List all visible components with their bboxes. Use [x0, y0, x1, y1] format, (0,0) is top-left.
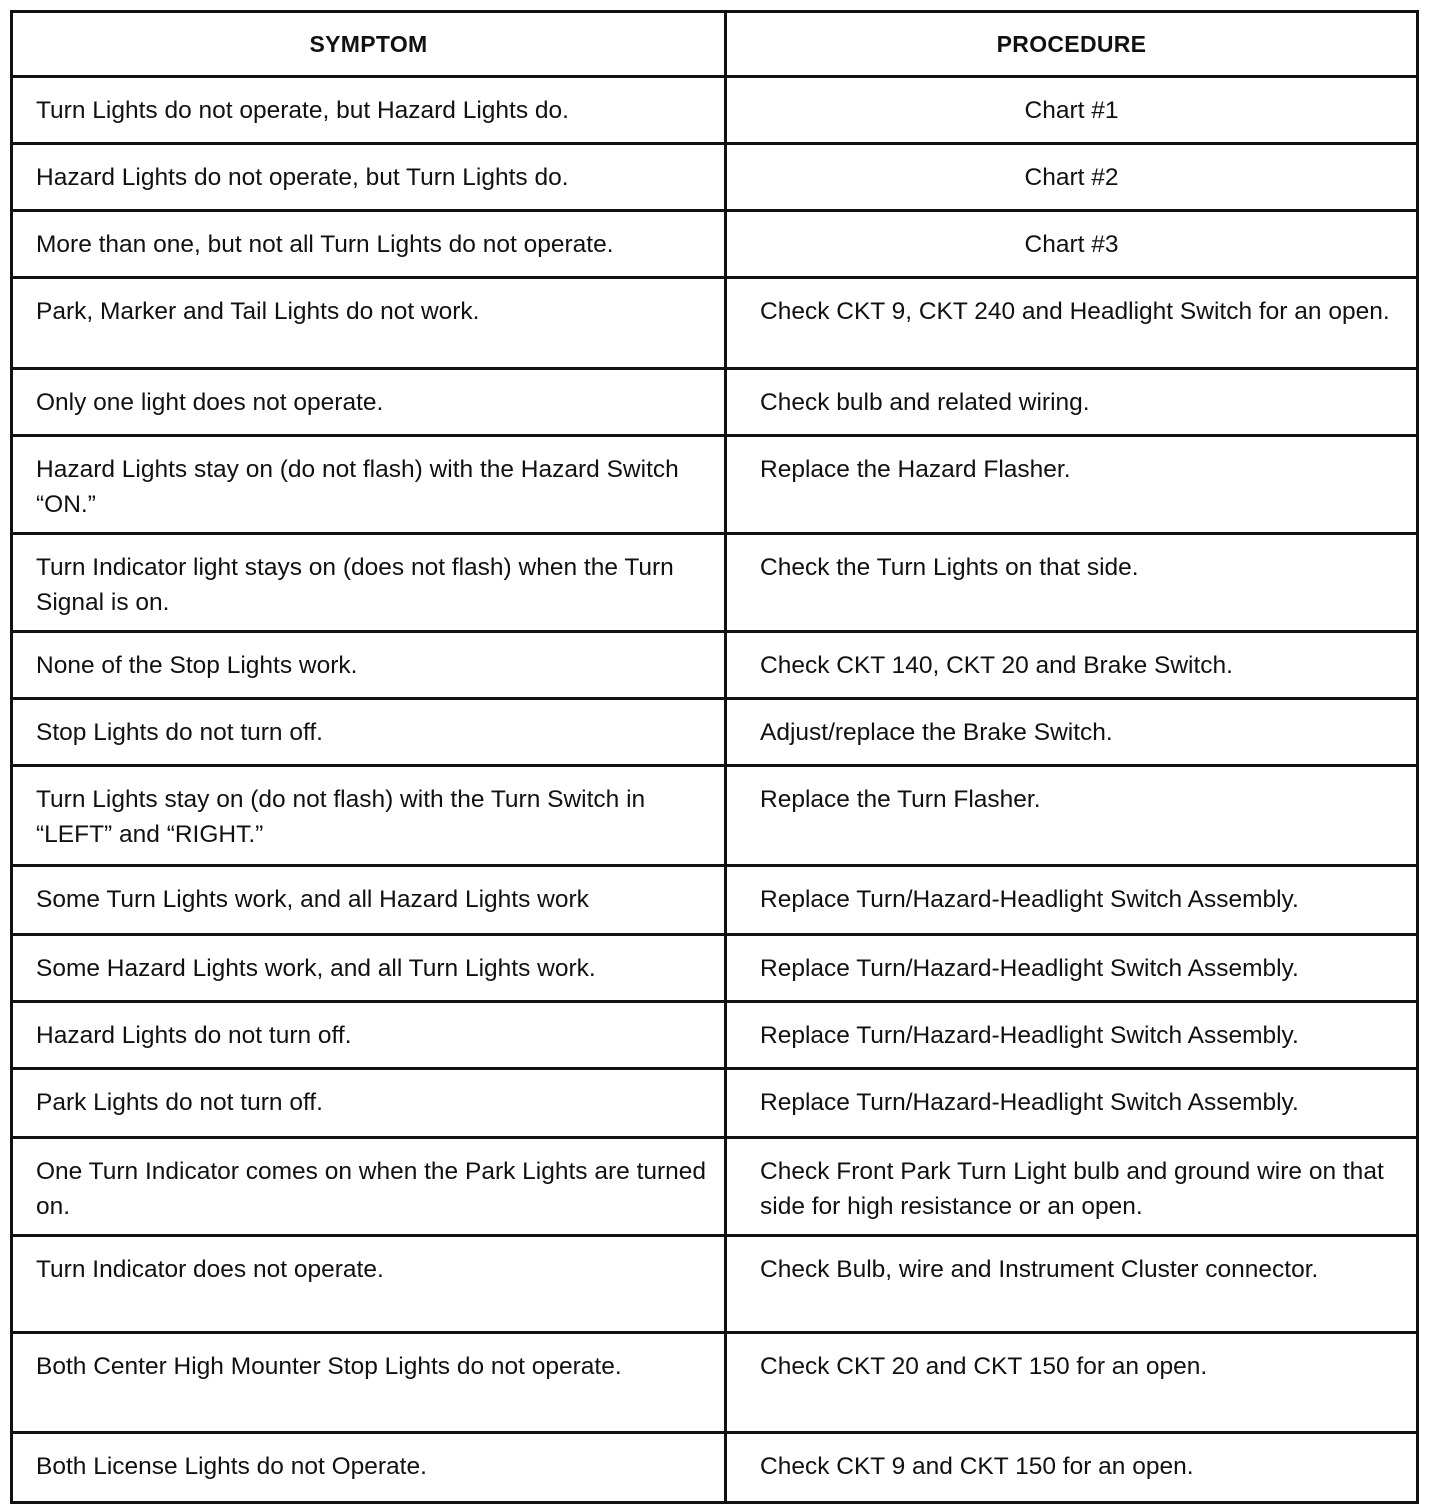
table-row — [12, 1236, 1418, 1333]
table-row — [12, 369, 1418, 436]
procedure-text: Chart #2 — [1024, 164, 1119, 191]
procedure-cell — [726, 436, 1418, 534]
symptom-text: Some Turn Lights work, and all Hazard Lights work — [36, 886, 589, 913]
table-row — [12, 1333, 1418, 1433]
procedure-cell — [726, 1236, 1418, 1333]
procedure-text: Check CKT 9, CKT 240 and Headlight Switch for an open. — [760, 298, 1390, 325]
table-row — [12, 1002, 1418, 1069]
procedure-text: Check CKT 140, CKT 20 and Brake Switch. — [760, 652, 1233, 679]
symptom-column-header: SYMPTOM — [12, 12, 726, 77]
symptom-text: Both Center High Mounter Stop Lights do not operate. — [36, 1353, 622, 1380]
symptom-text: Stop Lights do not turn off. — [36, 719, 323, 746]
symptom-text: One Turn Indicator comes on when the Park Lights are turned on. — [36, 1158, 707, 1220]
symptom-cell — [12, 866, 726, 935]
procedure-cell — [726, 935, 1418, 1002]
table-row — [12, 534, 1418, 632]
table-row — [12, 699, 1418, 766]
symptom-text: None of the Stop Lights work. — [36, 652, 358, 679]
symptom-cell — [12, 144, 726, 211]
symptom-text: Hazard Lights stay on (do not flash) with the Hazard Switch “ON.” — [36, 456, 679, 518]
procedure-column-header: PROCEDURE — [726, 12, 1418, 77]
symptom-cell — [12, 1333, 726, 1433]
procedure-text: Check the Turn Lights on that side. — [760, 554, 1139, 581]
procedure-cell — [726, 369, 1418, 436]
table-row — [12, 935, 1418, 1002]
symptom-text: Both License Lights do not Operate. — [36, 1453, 427, 1480]
symptom-text: Park, Marker and Tail Lights do not work. — [36, 298, 480, 325]
symptom-text: Only one light does not operate. — [36, 389, 384, 416]
procedure-text: Replace Turn/Hazard-Headlight Switch Assembly. — [760, 1089, 1299, 1116]
procedure-cell — [726, 534, 1418, 632]
table-row — [12, 278, 1418, 369]
symptom-cell — [12, 632, 726, 699]
procedure-text: Chart #1 — [1024, 97, 1119, 124]
table-row — [12, 436, 1418, 534]
symptom-cell — [12, 534, 726, 632]
procedure-cell — [726, 1002, 1418, 1069]
table-row — [12, 77, 1418, 144]
procedure-text: Check Front Park Turn Light bulb and ground wire on that side for high resistance or an open. — [760, 1158, 1384, 1220]
procedure-cell — [726, 278, 1418, 369]
symptom-cell — [12, 77, 726, 144]
table-row — [12, 866, 1418, 935]
symptom-text: Turn Lights do not operate, but Hazard Lights do. — [36, 97, 569, 124]
procedure-text: Check Bulb, wire and Instrument Cluster connector. — [760, 1256, 1319, 1283]
procedure-cell — [726, 766, 1418, 866]
symptom-text: Turn Lights stay on (do not flash) with the Turn Switch in “LEFT” and “RIGHT.” — [36, 786, 646, 848]
symptom-cell — [12, 1069, 726, 1138]
procedure-cell — [726, 1433, 1418, 1503]
procedure-text: Adjust/replace the Brake Switch. — [760, 719, 1113, 746]
procedure-cell — [726, 866, 1418, 935]
procedure-text: Replace Turn/Hazard-Headlight Switch Assembly. — [760, 955, 1299, 982]
symptom-cell — [12, 436, 726, 534]
symptom-cell — [12, 1236, 726, 1333]
procedure-text: Replace the Turn Flasher. — [760, 786, 1041, 813]
procedure-text: Check CKT 9 and CKT 150 for an open. — [760, 1453, 1194, 1480]
table-row — [12, 1433, 1418, 1503]
symptom-procedure-table — [10, 10, 1419, 1504]
symptom-cell — [12, 935, 726, 1002]
symptom-text: Turn Indicator does not operate. — [36, 1256, 384, 1283]
symptom-text: Park Lights do not turn off. — [36, 1089, 323, 1116]
procedure-cell — [726, 1138, 1418, 1236]
symptom-cell — [12, 1433, 726, 1503]
table-row — [12, 211, 1418, 278]
symptom-text: Turn Indicator light stays on (does not flash) when the Turn Signal is on. — [36, 554, 674, 616]
symptom-cell — [12, 699, 726, 766]
procedure-cell — [726, 632, 1418, 699]
table-row — [12, 1069, 1418, 1138]
symptom-cell — [12, 1138, 726, 1236]
symptom-text: Hazard Lights do not operate, but Turn Lights do. — [36, 164, 569, 191]
procedure-cell — [726, 1333, 1418, 1433]
table-header-row — [12, 12, 1418, 77]
procedure-cell — [726, 211, 1418, 278]
procedure-cell — [726, 77, 1418, 144]
procedure-cell — [726, 144, 1418, 211]
procedure-text: Replace Turn/Hazard-Headlight Switch Assembly. — [760, 1022, 1299, 1049]
table-row — [12, 766, 1418, 866]
table-row — [12, 1138, 1418, 1236]
procedure-cell — [726, 699, 1418, 766]
symptom-cell — [12, 766, 726, 866]
symptom-cell — [12, 278, 726, 369]
table-row — [12, 144, 1418, 211]
procedure-text: Replace the Hazard Flasher. — [760, 456, 1071, 483]
procedure-text: Replace Turn/Hazard-Headlight Switch Assembly. — [760, 886, 1299, 913]
symptom-cell — [12, 369, 726, 436]
symptom-cell — [12, 211, 726, 278]
procedure-text: Chart #3 — [1024, 231, 1119, 258]
procedure-text: Check bulb and related wiring. — [760, 389, 1090, 416]
procedure-text: Check CKT 20 and CKT 150 for an open. — [760, 1353, 1208, 1380]
diagnosis-document — [10, 10, 1416, 1504]
symptom-text: Some Hazard Lights work, and all Turn Lights work. — [36, 955, 596, 982]
symptom-cell — [12, 1002, 726, 1069]
table-row — [12, 632, 1418, 699]
symptom-text: More than one, but not all Turn Lights do not operate. — [36, 231, 614, 258]
procedure-cell — [726, 1069, 1418, 1138]
symptom-text: Hazard Lights do not turn off. — [36, 1022, 352, 1049]
